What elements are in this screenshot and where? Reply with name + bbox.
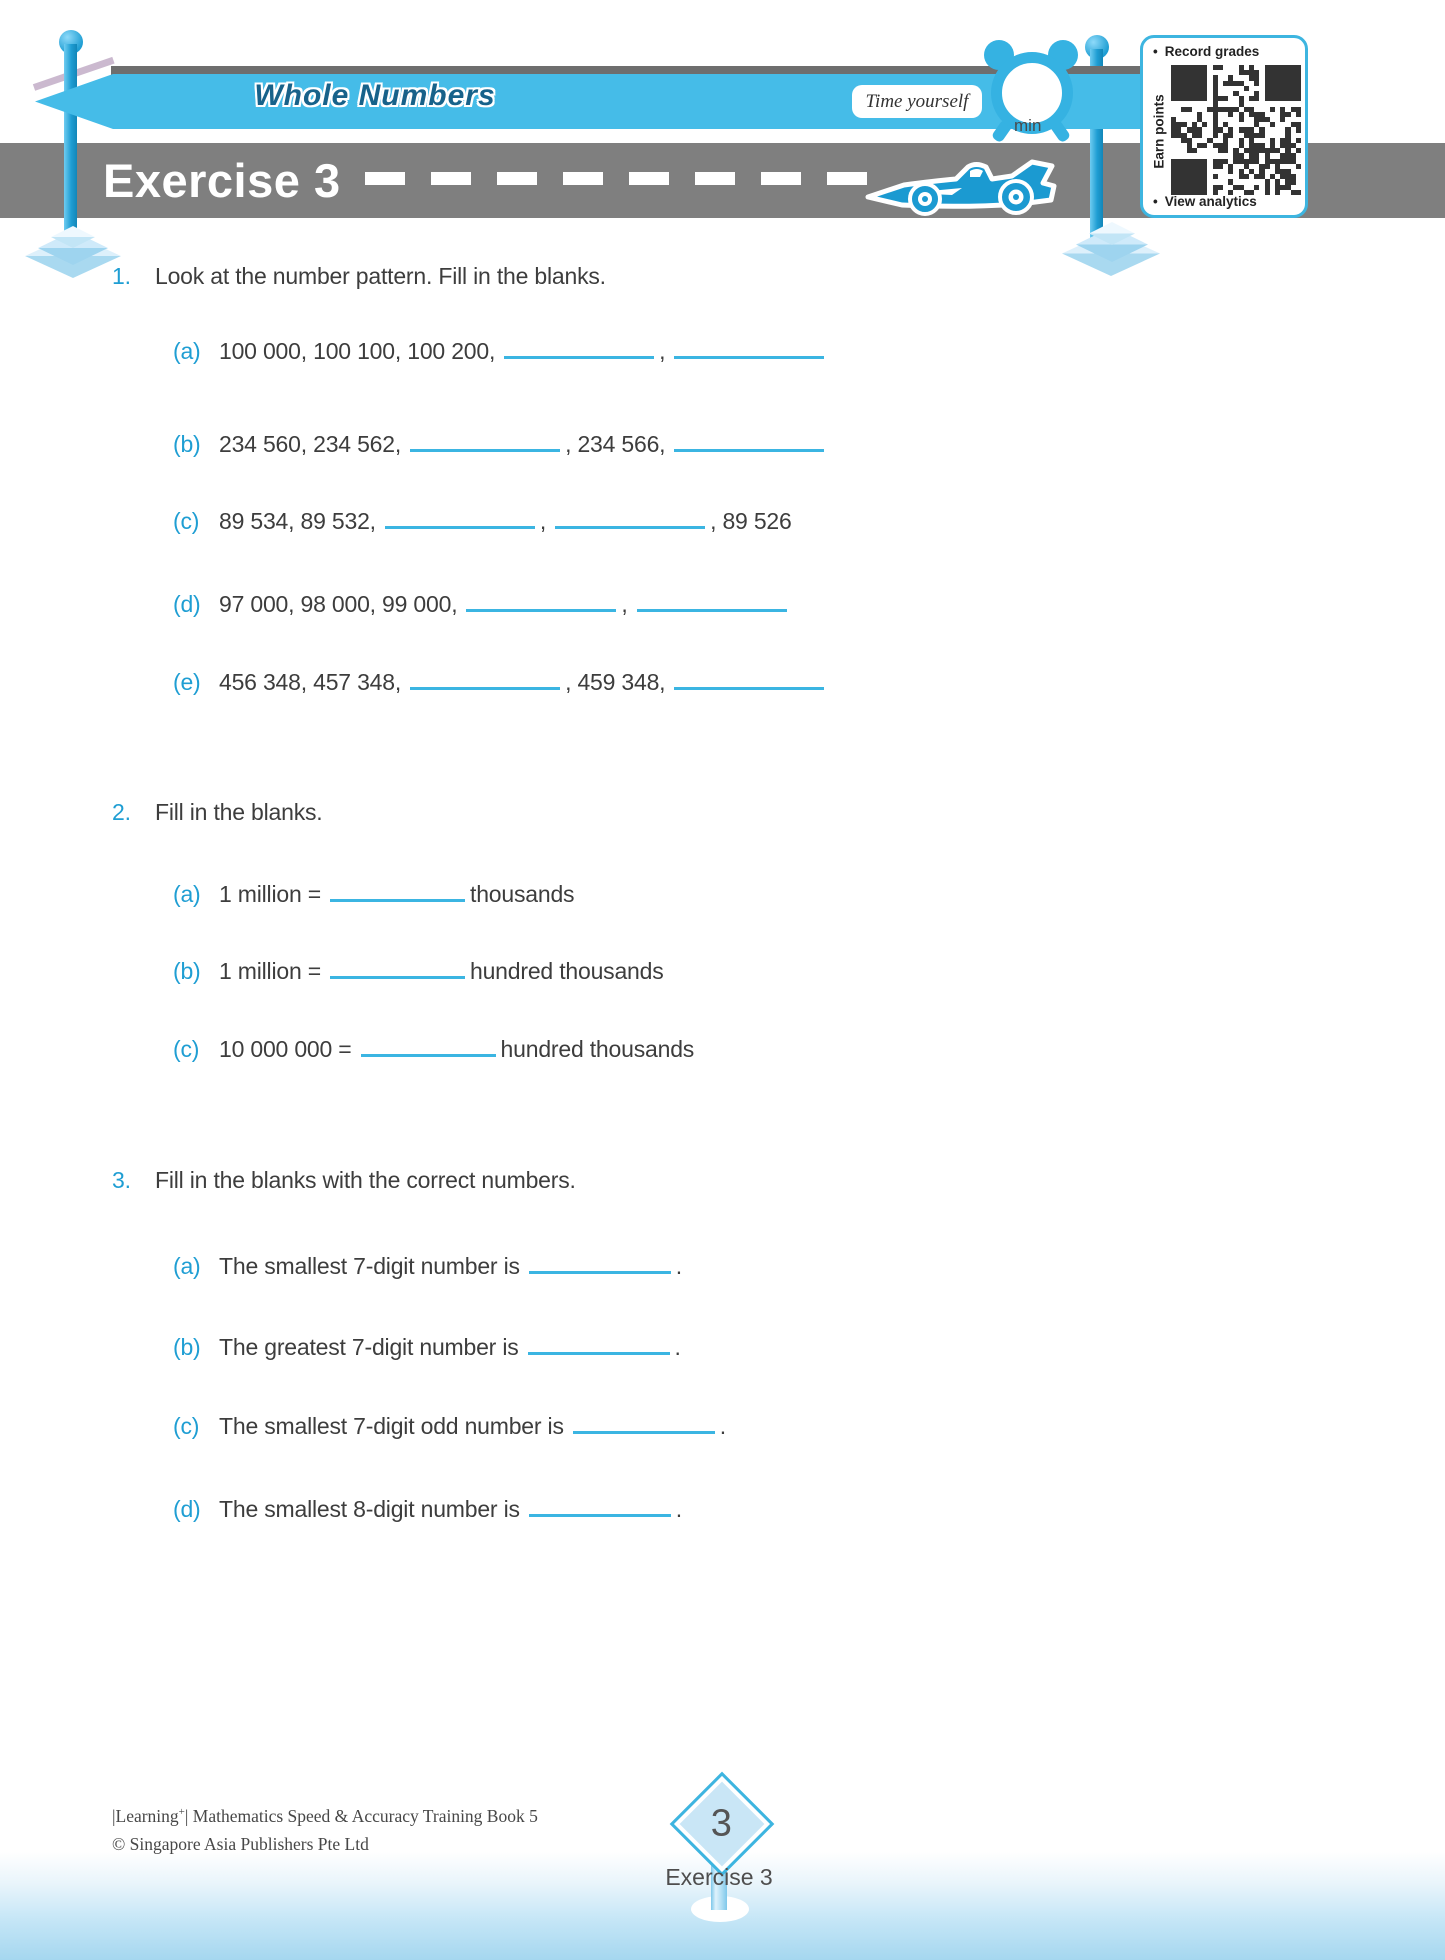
time-yourself-pill: Time yourself	[852, 85, 982, 118]
answer-blank[interactable]	[529, 1502, 671, 1517]
answer-blank[interactable]	[410, 675, 560, 690]
part-label: (c)	[173, 508, 200, 534]
question-1e-row: (e) 456 348, 457 348, , 459 348,	[0, 669, 1445, 696]
part-label: (d)	[173, 591, 201, 617]
question-number: 3.	[112, 1167, 131, 1193]
page-marker-label: Exercise 3	[665, 1864, 773, 1890]
qr-code	[1171, 65, 1301, 195]
question-prompt: Fill in the blanks with the correct numbers.	[155, 1167, 576, 1193]
road-dashes	[365, 172, 885, 185]
qr-finder-icon	[1171, 65, 1207, 101]
question-2-heading	[0, 799, 1445, 826]
part-label: (b)	[173, 1334, 201, 1360]
answer-blank[interactable]	[529, 1259, 671, 1274]
question-1d-row: (d) 97 000, 98 000, 99 000, ,	[0, 591, 1445, 618]
question-1-heading	[0, 263, 1445, 290]
question-3d-row: (d) The smallest 8-digit number is .	[173, 1496, 682, 1522]
exercise-title: Exercise 3	[103, 154, 341, 207]
part-label: (b)	[173, 431, 201, 457]
question-1c-row: (c) 89 534, 89 532, , , 89 526	[173, 508, 792, 534]
race-car-icon	[862, 155, 1067, 217]
qr-bottom-item: • View analytics	[1153, 194, 1257, 209]
question-3-heading	[0, 1167, 1445, 1194]
question-3c-row: (c) The smallest 7-digit odd number is .	[173, 1413, 726, 1439]
qr-finder-icon	[1265, 65, 1301, 101]
answer-blank[interactable]	[330, 964, 465, 979]
left-pole	[64, 44, 77, 244]
qr-finder-icon	[1171, 159, 1207, 195]
answer-blank[interactable]	[528, 1340, 670, 1355]
answer-blank[interactable]	[504, 344, 654, 359]
answer-blank[interactable]	[466, 597, 616, 612]
answer-blank[interactable]	[361, 1042, 496, 1057]
unit-title: Whole Numbers	[254, 79, 496, 112]
part-label: (b)	[173, 958, 201, 984]
question-prompt: Fill in the blanks.	[155, 799, 323, 825]
clock-min-label: min	[1014, 116, 1042, 135]
book-title-line: |Learning+| Mathematics Speed & Accuracy Training Book 5	[112, 1806, 538, 1826]
question-number: 2.	[112, 799, 131, 825]
qr-panel	[1140, 35, 1308, 218]
question-3b-row: (b) The greatest 7-digit number is .	[173, 1334, 681, 1360]
question-2b-row: (b) 1 million = hundred thousands	[173, 958, 664, 984]
question-1a-row: (a) 100 000, 100 100, 100 200, ,	[0, 338, 1445, 365]
copyright-line: © Singapore Asia Publishers Pte Ltd	[112, 1834, 369, 1854]
bullet-icon: •	[1153, 44, 1158, 59]
qr-top-item: • Record grades	[1153, 44, 1260, 59]
question-2c-row: (c) 10 000 000 = hundred thousands	[173, 1036, 695, 1062]
part-label: (e)	[173, 669, 201, 695]
answer-blank[interactable]	[385, 514, 535, 529]
question-3a-row: (a) The smallest 7-digit number is .	[173, 1253, 682, 1279]
sign-top-strip	[111, 66, 1308, 75]
answer-blank[interactable]	[674, 675, 824, 690]
answer-blank[interactable]	[674, 344, 824, 359]
answer-blank[interactable]	[674, 437, 824, 452]
part-label: (c)	[173, 1036, 200, 1062]
part-label: (a)	[173, 881, 201, 907]
part-label: (c)	[173, 1413, 200, 1439]
qr-side-item: Earn points	[1151, 94, 1167, 169]
answer-blank[interactable]	[330, 887, 465, 902]
right-pole-base	[1058, 222, 1162, 276]
question-prompt: Look at the number pattern. Fill in the blanks.	[155, 263, 606, 289]
left-pole-base	[23, 226, 123, 278]
unit-sign-banner	[35, 74, 1308, 129]
page-number: 3	[711, 1802, 733, 1845]
part-label: (a)	[173, 1253, 201, 1279]
part-label: (d)	[173, 1496, 201, 1522]
answer-blank[interactable]	[555, 514, 705, 529]
question-2a-row: (a) 1 million = thousands	[173, 881, 575, 907]
answer-blank[interactable]	[637, 597, 787, 612]
answer-blank[interactable]	[410, 437, 560, 452]
bullet-icon: •	[1153, 194, 1158, 209]
question-number: 1.	[112, 263, 131, 289]
part-label: (a)	[173, 338, 201, 364]
answer-blank[interactable]	[573, 1419, 715, 1434]
question-1b-row: (b) 234 560, 234 562, , 234 566,	[0, 431, 1445, 458]
